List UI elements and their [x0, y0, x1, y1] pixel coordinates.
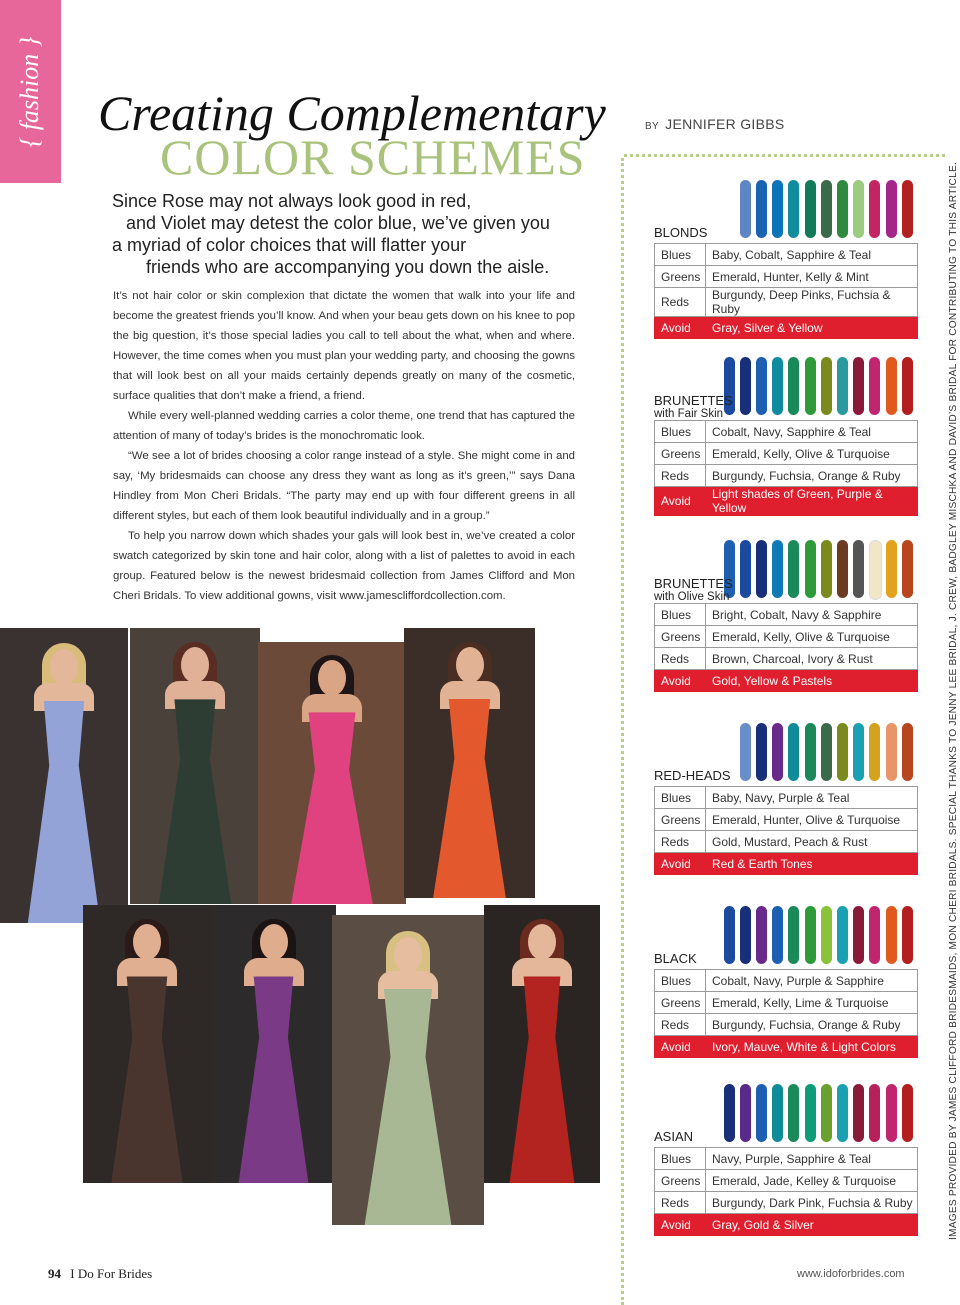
section-name [654, 225, 707, 240]
section-title: BLACK [654, 951, 697, 966]
avoid-row [655, 1036, 918, 1058]
publication-name: I Do For Brides [70, 1266, 153, 1281]
swatch-row [724, 357, 918, 415]
figure-dress [422, 699, 516, 898]
color-swatch [740, 180, 751, 238]
color-swatch [805, 1084, 816, 1142]
palette-row [655, 1192, 918, 1214]
color-swatch [886, 723, 897, 781]
palette-row [655, 1014, 918, 1036]
color-swatch [756, 180, 767, 238]
color-swatch [869, 357, 880, 415]
palette-colors: Bright, Cobalt, Navy & Sapphire [706, 604, 918, 626]
color-swatch [902, 723, 913, 781]
palette-category: Reds [655, 831, 706, 853]
color-swatch [853, 723, 864, 781]
color-swatch [837, 357, 848, 415]
palette-category: Avoid [655, 487, 706, 516]
palette-table [654, 1147, 918, 1236]
section-name [654, 576, 733, 603]
color-scheme-section [654, 180, 918, 345]
palette-row [655, 970, 918, 992]
image-credit: IMAGES PROVIDED BY JAMES CLIFFORD BRIDESMAIDS, MON CHERI BRIDALS. SPECIAL THANKS TO JENNY LEE BRIDAL, J. CREW, BADGLEY MISCHKA AND DAVID’S BRIDAL FOR CONTRIBUTING TO THIS ARTICLE. [948, 162, 959, 1240]
color-swatch [886, 540, 897, 598]
color-scheme-section [654, 906, 918, 1071]
website: www.idoforbrides.com [797, 1268, 905, 1280]
bridesmaid-photo [258, 642, 406, 904]
color-scheme-section [654, 540, 918, 705]
color-swatch [853, 357, 864, 415]
section-name [654, 393, 733, 420]
color-swatch [756, 906, 767, 964]
palette-colors: Light shades of Green, Purple & Yellow [706, 487, 918, 516]
color-swatch [756, 723, 767, 781]
palette-colors: Brown, Charcoal, Ivory & Rust [706, 648, 918, 670]
palette-category: Blues [655, 787, 706, 809]
color-swatch [724, 906, 735, 964]
palette-category: Reds [655, 1192, 706, 1214]
palette-category: Reds [655, 465, 706, 487]
color-swatch [902, 1084, 913, 1142]
palette-row [655, 465, 918, 487]
dotted-border-left [621, 158, 624, 1305]
palette-colors: Baby, Cobalt, Sapphire & Teal [706, 244, 918, 266]
color-swatch [821, 180, 832, 238]
bridesmaid-photo [484, 905, 600, 1183]
figure-head [456, 647, 484, 683]
color-swatch [837, 723, 848, 781]
byline [645, 116, 785, 132]
color-swatch [869, 1084, 880, 1142]
color-swatch [902, 357, 913, 415]
palette-row [655, 648, 918, 670]
palette-category: Blues [655, 244, 706, 266]
palette-row [655, 288, 918, 317]
palette-row [655, 244, 918, 266]
bridesmaid-photo [332, 915, 484, 1225]
avoid-row [655, 853, 918, 875]
palette-row [655, 787, 918, 809]
color-swatch [869, 540, 882, 600]
avoid-row [655, 670, 918, 692]
color-swatch [853, 540, 864, 598]
figure-dress [279, 712, 386, 904]
palette-table [654, 243, 918, 339]
palette-row [655, 626, 918, 648]
avoid-row [655, 1214, 918, 1236]
bridesmaid-photo-collage [0, 628, 600, 1258]
bridesmaid-photo [83, 905, 211, 1183]
palette-row [655, 421, 918, 443]
color-swatch [805, 180, 816, 238]
color-swatch [788, 906, 799, 964]
swatch-row [724, 906, 918, 964]
color-swatch [853, 180, 864, 238]
palette-colors: Emerald, Kelly, Olive & Turquoise [706, 443, 918, 465]
figure-dress [500, 976, 584, 1183]
color-swatch [788, 357, 799, 415]
color-swatch [821, 723, 832, 781]
figure-dress [353, 989, 462, 1225]
dotted-border-top [624, 154, 945, 157]
palette-colors: Emerald, Hunter, Olive & Turquoise [706, 809, 918, 831]
color-swatch [886, 1084, 897, 1142]
color-swatch [740, 906, 751, 964]
palette-category: Greens [655, 266, 706, 288]
bridesmaid-photo [130, 628, 260, 904]
palette-row [655, 992, 918, 1014]
color-swatch [886, 180, 897, 238]
body-paragraph: “We see a lot of brides choosing a color range instead of a style. She might come in and say, ‘My bridesmaids can choose any dress they want as long as it’s green,’” says Dana Hindley from Mon Cheri Bridals. “The party may end up with four different greens in all different styles, but each of them look beautiful individually and in a group.” [113, 450, 575, 522]
palette-colors: Burgundy, Dark Pink, Fuchsia & Ruby [706, 1192, 918, 1214]
color-swatch [756, 540, 767, 598]
palette-table [654, 420, 918, 516]
color-swatch [740, 723, 751, 781]
palette-row [655, 443, 918, 465]
palette-category: Blues [655, 604, 706, 626]
color-swatch [837, 906, 848, 964]
section-subtitle: with Olive Skin [654, 591, 730, 603]
palette-row [655, 604, 918, 626]
palette-colors: Cobalt, Navy, Sapphire & Teal [706, 421, 918, 443]
color-swatch [740, 1084, 751, 1142]
lede-line: friends who are accompanying you down the aisle. [146, 257, 550, 277]
palette-colors: Emerald, Kelly, Olive & Turquoise [706, 626, 918, 648]
color-swatch [821, 540, 832, 598]
page-number: 94 [48, 1266, 61, 1281]
palette-row [655, 266, 918, 288]
color-swatch [724, 1084, 735, 1142]
swatch-row [740, 723, 918, 781]
palette-category: Reds [655, 648, 706, 670]
palette-category: Greens [655, 992, 706, 1014]
title-line-1: Creating Complementary [98, 85, 606, 141]
bridesmaid-photo [211, 905, 336, 1183]
color-scheme-section [654, 1084, 918, 1249]
color-swatch [740, 540, 751, 598]
palette-table [654, 786, 918, 875]
color-swatch [837, 1084, 848, 1142]
body-paragraph: While every well-planned wedding carries a color theme, one trend that has captured the attention of many of today’s brides is the monochromatic look. [113, 410, 575, 442]
palette-category: Blues [655, 970, 706, 992]
section-tab [0, 0, 61, 183]
section-name [654, 1129, 693, 1144]
color-swatch [837, 540, 848, 598]
palette-colors: Burgundy, Fuchsia, Orange & Ruby [706, 465, 918, 487]
color-swatch [772, 1084, 783, 1142]
color-swatch [756, 357, 767, 415]
color-swatch [821, 357, 832, 415]
section-name [654, 768, 731, 783]
avoid-row [655, 317, 918, 339]
body-paragraph: To help you narrow down which shades your gals will look best in, we’ve created a color swatch categorized by skin tone and hair color, along with a list of palettes to avoid in each group. Featured below is the newest bridesmaid collection from James Clifford and Mon Cheri Bridals. To view additional gowns, visit www.jamescliffordcollection.com. [113, 530, 575, 602]
color-swatch [853, 906, 864, 964]
palette-colors: Gray, Gold & Silver [706, 1214, 918, 1236]
color-swatch [788, 540, 799, 598]
byline-author: JENNIFER GIBBS [665, 116, 785, 132]
color-swatch [869, 723, 880, 781]
color-swatch [837, 180, 848, 238]
figure-dress [18, 701, 110, 923]
palette-category: Avoid [655, 670, 706, 692]
palette-colors: Emerald, Jade, Kelley & Turquoise [706, 1170, 918, 1192]
section-tab-label: { fashion } [15, 36, 44, 148]
body-paragraph: It’s not hair color or skin complexion that dictate the women that walk into your life and become the greatest friends you’ll know. And when your beau gets down on his knee to pop the big question, it’s those special ladies you call to tell about the what, when and where. However, the time comes when you must plan your wedding party, and choosing the gowns that will look best on all your maids certainly depends greatly on many of the cosmetic, surface qualities that don’t make a friend, a friend. [113, 290, 575, 402]
color-swatch [902, 180, 913, 238]
palette-row [655, 1170, 918, 1192]
palette-colors: Emerald, Hunter, Kelly & Mint [706, 266, 918, 288]
color-swatch [772, 180, 783, 238]
lede-line: Since Rose may not always look good in red, [112, 191, 472, 211]
byline-by: BY [645, 121, 659, 132]
palette-category: Avoid [655, 317, 706, 339]
figure-head [260, 924, 288, 960]
color-swatch [869, 180, 880, 238]
color-swatch [902, 906, 913, 964]
color-swatch [902, 540, 913, 598]
bridesmaid-photo [0, 628, 128, 923]
color-swatch [821, 1084, 832, 1142]
color-swatch [756, 1084, 767, 1142]
color-swatch [805, 540, 816, 598]
avoid-row [655, 487, 918, 516]
palette-colors: Red & Earth Tones [706, 853, 918, 875]
palette-colors: Gray, Silver & Yellow [706, 317, 918, 339]
section-title: BRUNETTES [654, 576, 733, 591]
color-swatch [821, 906, 832, 964]
section-name [654, 951, 697, 966]
palette-colors: Burgundy, Deep Pinks, Fuchsia & Ruby [706, 288, 918, 317]
palette-category: Avoid [655, 1214, 706, 1236]
figure-dress [101, 976, 193, 1183]
figure-dress [148, 699, 242, 904]
palette-row [655, 809, 918, 831]
palette-row [655, 831, 918, 853]
color-swatch [886, 906, 897, 964]
palette-colors: Cobalt, Navy, Purple & Sapphire [706, 970, 918, 992]
palette-category: Blues [655, 1148, 706, 1170]
palette-colors: Navy, Purple, Sapphire & Teal [706, 1148, 918, 1170]
figure-head [394, 937, 422, 973]
palette-colors: Emerald, Kelly, Lime & Turquoise [706, 992, 918, 1014]
palette-category: Reds [655, 288, 706, 317]
palette-category: Blues [655, 421, 706, 443]
palette-table [654, 969, 918, 1058]
section-title: BLONDS [654, 225, 708, 240]
swatch-row [724, 540, 918, 598]
palette-category: Greens [655, 443, 706, 465]
color-swatch [805, 723, 816, 781]
palette-category: Greens [655, 626, 706, 648]
figure-dress [229, 976, 319, 1183]
color-swatch [788, 1084, 799, 1142]
color-swatch [772, 906, 783, 964]
color-swatch [886, 357, 897, 415]
bridesmaid-photo [404, 628, 535, 898]
color-swatch [788, 180, 799, 238]
article-body [113, 286, 575, 606]
lede [112, 190, 582, 278]
palette-row [655, 1148, 918, 1170]
color-scheme-section [654, 357, 918, 522]
palette-category: Reds [655, 1014, 706, 1036]
color-swatch [805, 906, 816, 964]
color-swatch [772, 357, 783, 415]
palette-colors: Gold, Yellow & Pastels [706, 670, 918, 692]
color-swatch [788, 723, 799, 781]
color-swatch [772, 540, 783, 598]
section-title: ASIAN [654, 1129, 694, 1144]
palette-category: Avoid [655, 853, 706, 875]
color-swatch [869, 906, 880, 964]
swatch-row [724, 1084, 918, 1142]
color-scheme-section [654, 723, 918, 888]
palette-colors: Burgundy, Fuchsia, Orange & Ruby [706, 1014, 918, 1036]
swatch-row [740, 180, 918, 238]
section-title: BRUNETTES [654, 393, 733, 408]
section-title: RED-HEADS [654, 768, 731, 783]
color-swatch [740, 357, 751, 415]
section-subtitle: with Fair Skin [654, 408, 724, 420]
color-swatch [805, 357, 816, 415]
figure-head [50, 649, 78, 685]
palette-colors: Ivory, Mauve, White & Light Colors [706, 1036, 918, 1058]
palette-colors: Baby, Navy, Purple & Teal [706, 787, 918, 809]
palette-table [654, 603, 918, 692]
palette-category: Greens [655, 809, 706, 831]
color-swatch [772, 723, 783, 781]
lede-line: and Violet may detest the color blue, we’ve given you [126, 213, 550, 233]
title-line-2: COLOR SCHEMES [160, 129, 586, 185]
color-swatch [853, 1084, 864, 1142]
palette-category: Avoid [655, 1036, 706, 1058]
lede-line: a myriad of color choices that will flatter your [112, 235, 467, 255]
footer-left [48, 1266, 152, 1282]
palette-colors: Gold, Mustard, Peach & Rust [706, 831, 918, 853]
palette-category: Greens [655, 1170, 706, 1192]
